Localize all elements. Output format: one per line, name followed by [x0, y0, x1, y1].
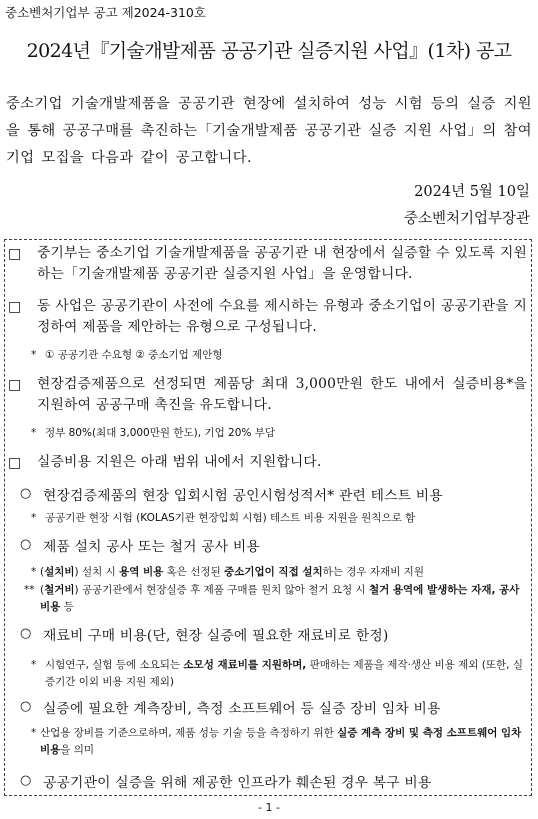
circle-bullet: ○: [20, 626, 32, 641]
circle-bullet: ○: [20, 486, 32, 501]
page-number: - 1 -: [258, 801, 280, 814]
note-mark: *: [31, 727, 37, 739]
item-1-note: 공공기관 현장 시험 (KOLAS기관 현장입회 시험) 테스트 비용 지원을 원칙으로 함: [45, 512, 416, 524]
item-2-note-1: (설치비) 설치 시 용역 비용 혹은 선정된 중소기업이 직접 설치하는 경우 자재비 지원: [40, 566, 424, 578]
circle-bullet: ○: [20, 773, 32, 788]
note-mark: *: [31, 427, 37, 439]
item-3-note: 시험연구, 실험 등에 소요되는 소모성 재료비를 지원하며, 판매하는 제품을 제작·생산 비용 제외 (또한, 실증기간 이외 비용 지원 제외): [45, 659, 523, 688]
item-1-text: 현장검증제품의 현장 입회시험 공인시험성적서* 관련 테스트 비용: [43, 488, 443, 504]
circle-bullet: ○: [20, 699, 32, 714]
section-3-note: 정부 80%(최대 3,000만원 한도), 기업 20% 부담: [45, 427, 276, 439]
note-mark: *: [31, 659, 37, 671]
announcement-date: 2024년 5월 10일: [414, 184, 530, 200]
item-2-text: 제품 설치 공사 또는 철거 공사 비용: [43, 539, 260, 555]
intro-paragraph: 중소기업 기술개발제품을 공공기관 현장에 설치하여 성능 시험 등의 실증 지원을 통해 공공구매를 촉진하는「기술개발제품 공공기관 실증 지원 사업」의 참여기업 모집을 다음과 같이 공고합니다.: [6, 96, 532, 166]
note-mark: *: [31, 566, 37, 578]
notice-number: 중소벤처기업부 공고 제2024-310호: [5, 5, 206, 20]
square-bullet: □: [8, 455, 22, 471]
item-4-text: 실증에 필요한 계측장비, 측정 소프트웨어 등 실증 장비 임차 비용: [43, 701, 441, 717]
square-bullet: □: [8, 377, 22, 393]
section-2-note: ① 공공기관 수요형 ② 중소기업 제안형: [45, 349, 223, 361]
section-4-text: 실증비용 지원은 아래 범위 내에서 지원합니다.: [37, 454, 322, 470]
note-mark: *: [31, 512, 37, 524]
item-3-text: 재료비 구매 비용(단, 현장 실증에 필요한 재료비로 한정): [43, 628, 389, 644]
section-1-text: 중기부는 중소기업 기술개발제품을 공공기관 내 현장에서 실증할 수 있도록 지원하는「기술개발제품 공공기관 실증지원 사업」을 운영합니다.: [37, 245, 527, 282]
square-bullet: □: [8, 246, 22, 262]
item-4-note: 산업용 장비를 기준으로하며, 제품 성능 기술 등을 측정하기 위한 실증 계측 장비 및 측정 소프트웨어 임차 비용을 의미: [40, 727, 522, 756]
section-2-text: 동 사업은 공공기관이 사전에 수요를 제시하는 유형과 중소기업이 공공기관을 지정하여 제품을 제안하는 유형으로 구성됩니다.: [37, 298, 527, 335]
item-2-note-2: (철거비) 공공기관에서 현장실증 후 제품 구매를 원치 않아 철거 요청 시 철거 용역에 발생하는 자재, 공사비용 등: [40, 584, 520, 613]
note-mark: **: [24, 584, 35, 596]
issuer-name: 중소벤처기업부장관: [403, 211, 530, 227]
circle-bullet: ○: [20, 537, 32, 552]
square-bullet: □: [8, 299, 22, 315]
note-mark: *: [31, 349, 37, 361]
document-title: 2024년『기술개발제품 공공기관 실증지원 사업』(1차) 공고: [26, 40, 512, 62]
item-5-text: 공공기관이 실증을 위해 제공한 인프라가 훼손된 경우 복구 비용: [43, 775, 432, 791]
section-3-text: 현장검증제품으로 선정되면 제품당 최대 3,000만원 한도 내에서 실증비용*을 지원하여 공공구매 촉진을 유도합니다.: [37, 376, 527, 413]
